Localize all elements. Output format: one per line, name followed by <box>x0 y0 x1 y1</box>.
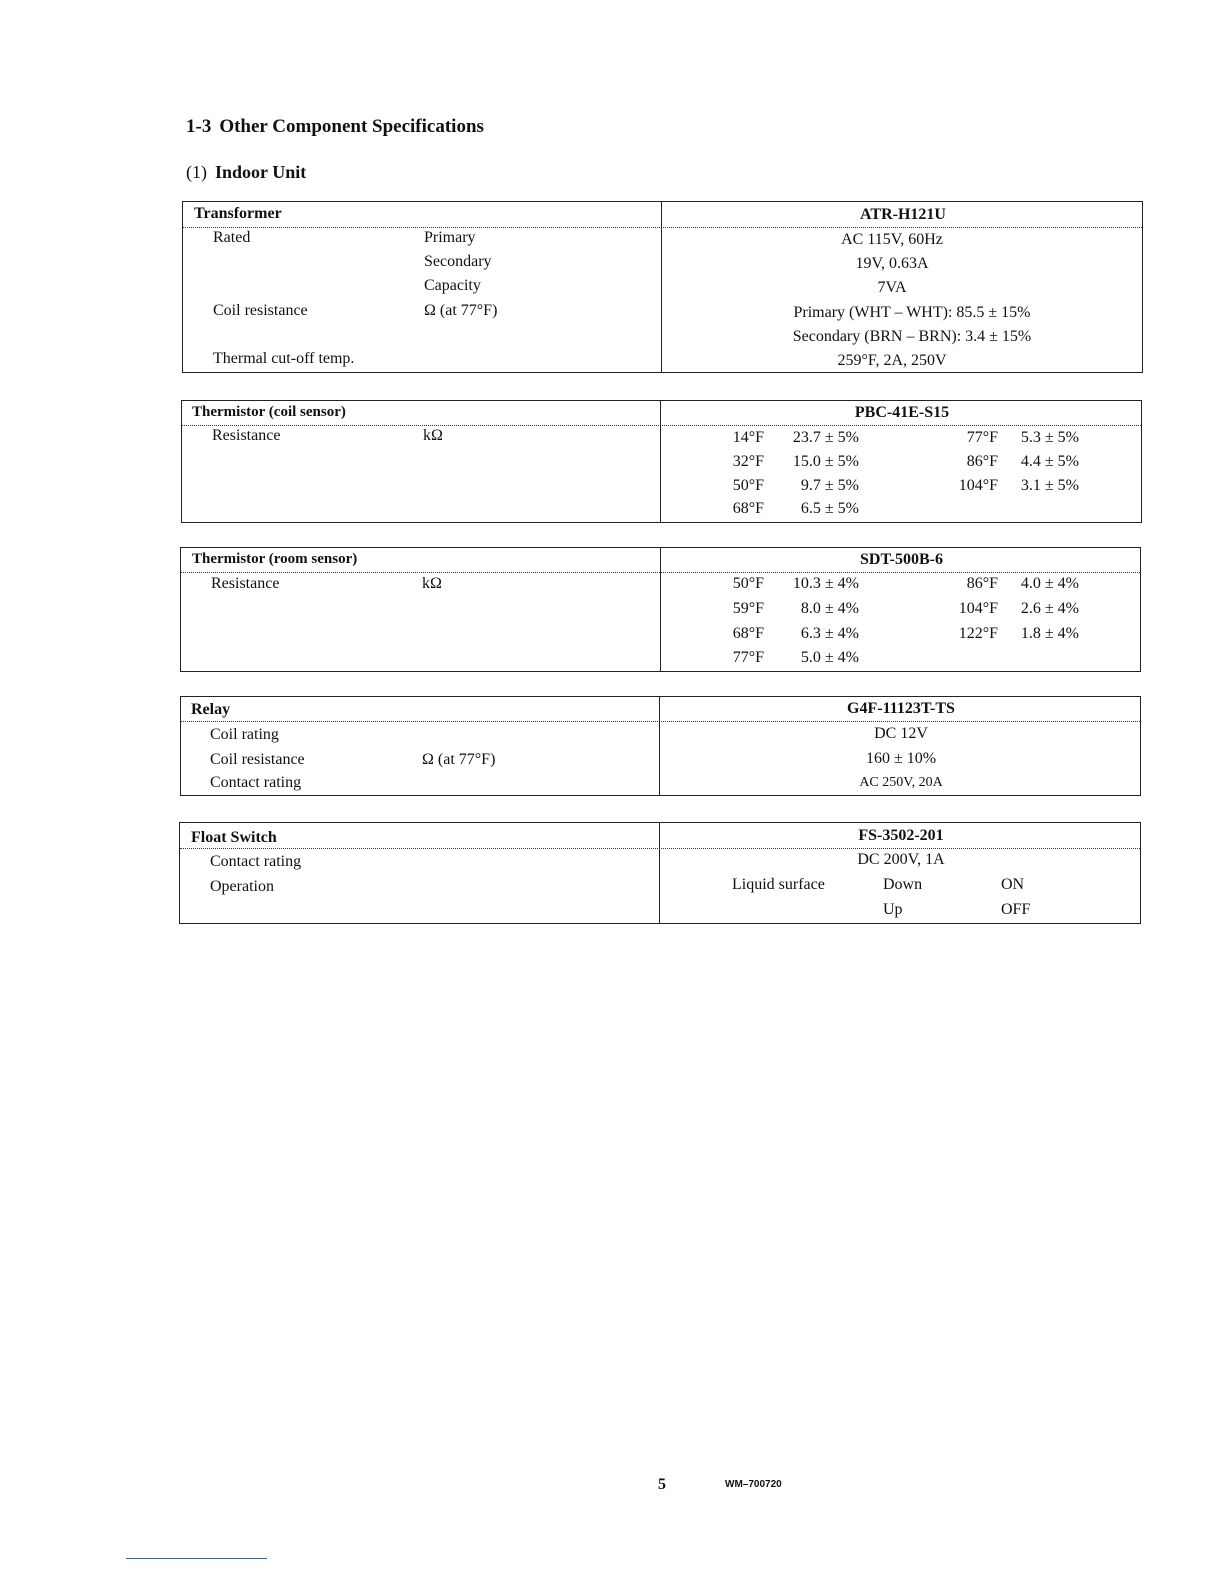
switch-on-label: ON <box>1001 876 1025 893</box>
coil-resistance-value: 5.3 ± 5% <box>1020 429 1079 446</box>
contact-rating-label: Contact rating <box>210 774 302 791</box>
thermistor-room-title: Thermistor (room sensor) <box>192 551 358 567</box>
contact-rating-value: AC 250V, 20A <box>859 775 943 790</box>
coil-resistance-value: 4.4 ± 5% <box>1020 453 1079 470</box>
room-resistance-value: 4.0 ± 4% <box>1020 575 1079 592</box>
resistance-unit: kΩ <box>422 575 442 592</box>
operation-label: Operation <box>210 878 274 895</box>
coil-rating-value: DC 12V <box>874 725 928 742</box>
subsection-number: (1) <box>186 162 207 182</box>
room-temp: 104°F <box>958 600 998 617</box>
primary-label: Primary <box>424 229 476 246</box>
relay-coil-resistance-value: 160 ± 10% <box>865 750 937 767</box>
secondary-label: Secondary <box>424 253 492 270</box>
coil-resistance-value: 3.1 ± 5% <box>1020 477 1079 494</box>
float-switch-table <box>179 822 1141 924</box>
coil-resistance-value: 9.7 ± 5% <box>800 477 859 494</box>
relay-table <box>180 696 1141 796</box>
room-temp: 86°F <box>966 575 998 592</box>
transformer-model: ATR-H121U <box>860 206 946 223</box>
room-resistance-value: 5.0 ± 4% <box>800 649 859 666</box>
relay-title: Relay <box>191 701 231 718</box>
liquid-down-label: Down <box>883 876 923 893</box>
thermistor-coil-title: Thermistor (coil sensor) <box>192 404 346 420</box>
coil-temp: 50°F <box>732 477 764 494</box>
rated-label: Rated <box>213 229 251 246</box>
room-resistance-value: 2.6 ± 4% <box>1020 600 1079 617</box>
thermistor-room-model: SDT-500B-6 <box>860 551 943 568</box>
room-temp: 59°F <box>732 600 764 617</box>
resistance-label: Resistance <box>212 427 281 444</box>
resistance-unit: kΩ <box>423 427 443 444</box>
section-number: 1-3 <box>186 116 212 137</box>
coil-temp: 68°F <box>732 500 764 517</box>
coil-primary-value: Primary (WHT – WHT): 85.5 ± 15% <box>793 304 1031 321</box>
coil-resistance-unit: Ω (at 77°F) <box>424 302 498 319</box>
room-resistance-value: 8.0 ± 4% <box>800 600 859 617</box>
room-resistance-value: 1.8 ± 4% <box>1020 625 1079 642</box>
room-temp: 68°F <box>732 625 764 642</box>
primary-value: AC 115V, 60Hz <box>841 231 943 248</box>
bottom-rule <box>126 1558 267 1559</box>
coil-temp: 14°F <box>732 429 764 446</box>
capacity-label: Capacity <box>424 277 481 294</box>
thermistor-room-table <box>180 547 1141 672</box>
subsection-title <box>186 162 306 183</box>
transformer-table <box>182 201 1143 373</box>
room-temp: 77°F <box>732 649 764 666</box>
thermal-cutoff-label: Thermal cut-off temp. <box>213 350 355 367</box>
coil-secondary-value: Secondary (BRN – BRN): 3.4 ± 15% <box>792 328 1032 345</box>
coil-resistance-value: 15.0 ± 5% <box>792 453 859 470</box>
relay-coil-resistance-unit: Ω (at 77°F) <box>422 751 496 768</box>
room-resistance-value: 10.3 ± 4% <box>792 575 859 592</box>
transformer-title: Transformer <box>194 205 282 222</box>
thermal-cutoff-value: 259°F, 2A, 250V <box>837 352 947 369</box>
switch-off-label: OFF <box>1001 901 1031 918</box>
resistance-label: Resistance <box>211 575 280 592</box>
section-heading: Other Component Specifications <box>219 116 484 137</box>
float-switch-title: Float Switch <box>191 829 277 846</box>
thermistor-coil-table <box>181 400 1142 523</box>
coil-temp: 104°F <box>958 477 998 494</box>
section-title <box>186 116 484 138</box>
coil-resistance-label: Coil resistance <box>213 302 308 319</box>
liquid-up-label: Up <box>883 901 903 918</box>
relay-coil-resistance-label: Coil resistance <box>210 751 305 768</box>
float-contact-rating-value: DC 200V, 1A <box>857 851 945 868</box>
subsection-heading: Indoor Unit <box>215 162 307 182</box>
float-switch-model: FS-3502-201 <box>858 827 944 844</box>
room-temp: 50°F <box>732 575 764 592</box>
page-number: 5 <box>658 1476 666 1493</box>
relay-model: G4F-11123T-TS <box>847 700 955 717</box>
capacity-value: 7VA <box>877 279 907 296</box>
coil-rating-label: Coil rating <box>210 726 279 743</box>
coil-temp: 77°F <box>966 429 998 446</box>
document-code: WM–700720 <box>725 1479 782 1490</box>
coil-temp: 32°F <box>732 453 764 470</box>
coil-resistance-value: 6.5 ± 5% <box>800 500 859 517</box>
float-contact-rating-label: Contact rating <box>210 853 302 870</box>
coil-resistance-value: 23.7 ± 5% <box>792 429 859 446</box>
secondary-value: 19V, 0.63A <box>855 255 929 272</box>
coil-temp: 86°F <box>966 453 998 470</box>
room-resistance-value: 6.3 ± 4% <box>800 625 859 642</box>
thermistor-coil-model: PBC-41E-S15 <box>854 404 950 421</box>
liquid-surface-label: Liquid surface <box>732 876 825 893</box>
room-temp: 122°F <box>958 625 998 642</box>
